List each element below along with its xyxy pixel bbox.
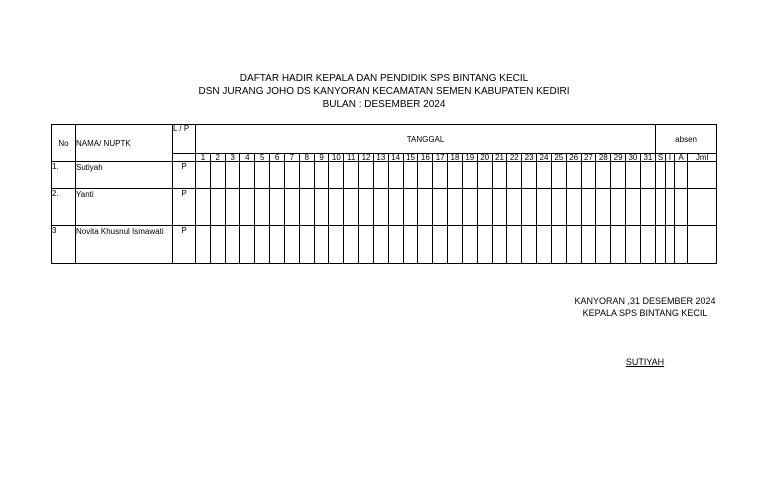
- attendance-cell: [418, 226, 433, 264]
- attendance-cell: [359, 189, 374, 226]
- day-header-25: 25: [551, 154, 566, 162]
- attendance-cell: [284, 189, 299, 226]
- attendance-cell: [656, 226, 666, 264]
- attendance-cell: [477, 189, 492, 226]
- attendance-cell: [448, 162, 463, 189]
- attendance-cell: [566, 189, 581, 226]
- header-lp: L / P: [173, 125, 196, 154]
- attendance-cell: [462, 226, 477, 264]
- day-header-15: 15: [403, 154, 418, 162]
- attendance-cell: [210, 189, 225, 226]
- attendance-cell: [537, 189, 552, 226]
- attendance-cell: [507, 162, 522, 189]
- document-title: DAFTAR HADIR KEPALA DAN PENDIDIK SPS BINTANG KECIL: [239, 73, 529, 84]
- table-row: [52, 226, 717, 264]
- day-header-26: 26: [566, 154, 581, 162]
- attendance-cell: [675, 162, 688, 189]
- attendance-cell: [388, 189, 403, 226]
- header-no: No: [52, 125, 76, 162]
- attendance-cell: [270, 226, 285, 264]
- day-header-20: 20: [477, 154, 492, 162]
- attendance-cell: [314, 189, 329, 226]
- attendance-cell: [507, 189, 522, 226]
- attendance-cell: [675, 189, 688, 226]
- day-header-21: 21: [492, 154, 507, 162]
- attendance-cell: [403, 226, 418, 264]
- attendance-cell: [418, 189, 433, 226]
- attendance-cell: [626, 162, 641, 189]
- attendance-cell: [344, 189, 359, 226]
- day-header-16: 16: [418, 154, 433, 162]
- attendance-cell: [403, 162, 418, 189]
- attendance-cell: [329, 162, 344, 189]
- attendance-cell: [284, 162, 299, 189]
- row-gender: P: [173, 189, 196, 226]
- attendance-cell: [688, 162, 717, 189]
- day-header-3: 3: [225, 154, 240, 162]
- attendance-cell: [314, 226, 329, 264]
- attendance-cell: [344, 226, 359, 264]
- day-header-30: 30: [626, 154, 641, 162]
- attendance-cell: [492, 226, 507, 264]
- attendance-cell: [196, 162, 211, 189]
- row-name: Sutiyah: [76, 162, 173, 189]
- attendance-cell: [551, 189, 566, 226]
- attendance-cell: [359, 162, 374, 189]
- attendance-cell: [448, 226, 463, 264]
- attendance-cell: [537, 162, 552, 189]
- day-header-27: 27: [581, 154, 596, 162]
- attendance-cell: [581, 226, 596, 264]
- attendance-cell: [626, 226, 641, 264]
- attendance-cell: [433, 226, 448, 264]
- signature-name: SUTIYAH: [625, 357, 665, 367]
- day-header-5: 5: [255, 154, 270, 162]
- row-number: 3: [52, 226, 76, 264]
- attendance-cell: [666, 226, 675, 264]
- attendance-cell: [507, 226, 522, 264]
- attendance-cell: [477, 162, 492, 189]
- row-number: 1.: [52, 162, 76, 189]
- attendance-cell: [596, 226, 611, 264]
- attendance-cell: [240, 189, 255, 226]
- document-month: BULAN : DESEMBER 2024: [322, 99, 446, 110]
- attendance-cell: [359, 226, 374, 264]
- attendance-cell: [225, 226, 240, 264]
- attendance-cell: [581, 162, 596, 189]
- attendance-cell: [373, 189, 388, 226]
- row-name: Yanti: [76, 189, 173, 226]
- attendance-cell: [284, 226, 299, 264]
- table-row: [52, 189, 717, 226]
- header-name: NAMA/ NUPTK: [76, 125, 173, 162]
- attendance-cell: [477, 226, 492, 264]
- day-header-19: 19: [462, 154, 477, 162]
- attendance-cell: [522, 162, 537, 189]
- day-header-11: 11: [344, 154, 359, 162]
- attendance-cell: [566, 226, 581, 264]
- attendance-cell: [210, 226, 225, 264]
- day-header-24: 24: [537, 154, 552, 162]
- attendance-cell: [433, 162, 448, 189]
- attendance-cell: [640, 189, 655, 226]
- absen-header-s: S: [656, 154, 666, 162]
- attendance-cell: [537, 226, 552, 264]
- attendance-cell: [270, 189, 285, 226]
- attendance-cell: [299, 162, 314, 189]
- attendance-cell: [210, 162, 225, 189]
- attendance-cell: [656, 189, 666, 226]
- attendance-cell: [299, 226, 314, 264]
- day-header-13: 13: [373, 154, 388, 162]
- attendance-cell: [640, 226, 655, 264]
- attendance-cell: [240, 226, 255, 264]
- day-header-8: 8: [299, 154, 314, 162]
- attendance-cell: [656, 162, 666, 189]
- absen-header-i: I: [666, 154, 675, 162]
- attendance-cell: [596, 162, 611, 189]
- attendance-cell: [433, 189, 448, 226]
- attendance-cell: [492, 189, 507, 226]
- day-header-7: 7: [284, 154, 299, 162]
- day-header-18: 18: [448, 154, 463, 162]
- signature-place-date: KANYORAN ,31 DESEMBER 2024: [574, 296, 716, 306]
- attendance-cell: [666, 189, 675, 226]
- day-header-17: 17: [433, 154, 448, 162]
- attendance-cell: [492, 162, 507, 189]
- attendance-cell: [448, 189, 463, 226]
- table-row: [52, 162, 717, 189]
- attendance-cell: [299, 189, 314, 226]
- attendance-cell: [196, 189, 211, 226]
- attendance-cell: [551, 226, 566, 264]
- attendance-cell: [255, 226, 270, 264]
- day-header-9: 9: [314, 154, 329, 162]
- attendance-cell: [522, 226, 537, 264]
- attendance-cell: [522, 189, 537, 226]
- attendance-cell: [329, 189, 344, 226]
- attendance-cell: [314, 162, 329, 189]
- attendance-cell: [596, 189, 611, 226]
- attendance-cell: [640, 162, 655, 189]
- attendance-cell: [418, 162, 433, 189]
- attendance-cell: [688, 226, 717, 264]
- attendance-cell: [344, 162, 359, 189]
- attendance-cell: [581, 189, 596, 226]
- attendance-cell: [373, 226, 388, 264]
- header-lp-blank: [173, 154, 196, 162]
- attendance-cell: [626, 189, 641, 226]
- attendance-cell: [240, 162, 255, 189]
- attendance-table: [51, 124, 717, 264]
- day-header-14: 14: [388, 154, 403, 162]
- attendance-cell: [611, 226, 626, 264]
- attendance-cell: [225, 189, 240, 226]
- absen-header-a: A: [675, 154, 688, 162]
- attendance-cell: [329, 226, 344, 264]
- day-header-23: 23: [522, 154, 537, 162]
- absen-header-jml: Jml: [688, 154, 717, 162]
- attendance-cell: [255, 162, 270, 189]
- attendance-cell: [551, 162, 566, 189]
- attendance-cell: [388, 162, 403, 189]
- day-header-31: 31: [640, 154, 655, 162]
- day-header-2: 2: [210, 154, 225, 162]
- attendance-cell: [403, 189, 418, 226]
- row-gender: P: [173, 226, 196, 264]
- attendance-cell: [255, 189, 270, 226]
- attendance-cell: [462, 189, 477, 226]
- signature-position: KEPALA SPS BINTANG KECIL: [582, 308, 708, 318]
- day-header-22: 22: [507, 154, 522, 162]
- day-header-6: 6: [270, 154, 285, 162]
- header-tanggal: TANGGAL: [196, 125, 656, 154]
- attendance-cell: [611, 189, 626, 226]
- day-header-29: 29: [611, 154, 626, 162]
- row-number: 2.: [52, 189, 76, 226]
- attendance-cell: [688, 189, 717, 226]
- attendance-cell: [373, 162, 388, 189]
- attendance-cell: [566, 162, 581, 189]
- attendance-cell: [388, 226, 403, 264]
- day-header-28: 28: [596, 154, 611, 162]
- day-header-4: 4: [240, 154, 255, 162]
- attendance-cell: [225, 162, 240, 189]
- attendance-cell: [611, 162, 626, 189]
- attendance-cell: [462, 162, 477, 189]
- attendance-cell: [196, 226, 211, 264]
- day-header-10: 10: [329, 154, 344, 162]
- attendance-cell: [666, 162, 675, 189]
- row-name: Novita Khusnul Ismawati: [76, 226, 173, 264]
- attendance-cell: [675, 226, 688, 264]
- row-gender: P: [173, 162, 196, 189]
- attendance-cell: [270, 162, 285, 189]
- document-address: DSN JURANG JOHO DS KANYORAN KECAMATAN SEMEN KABUPATEN KEDIRI: [198, 86, 570, 97]
- day-header-1: 1: [196, 154, 211, 162]
- day-header-12: 12: [359, 154, 374, 162]
- header-absen: absen: [656, 125, 717, 154]
